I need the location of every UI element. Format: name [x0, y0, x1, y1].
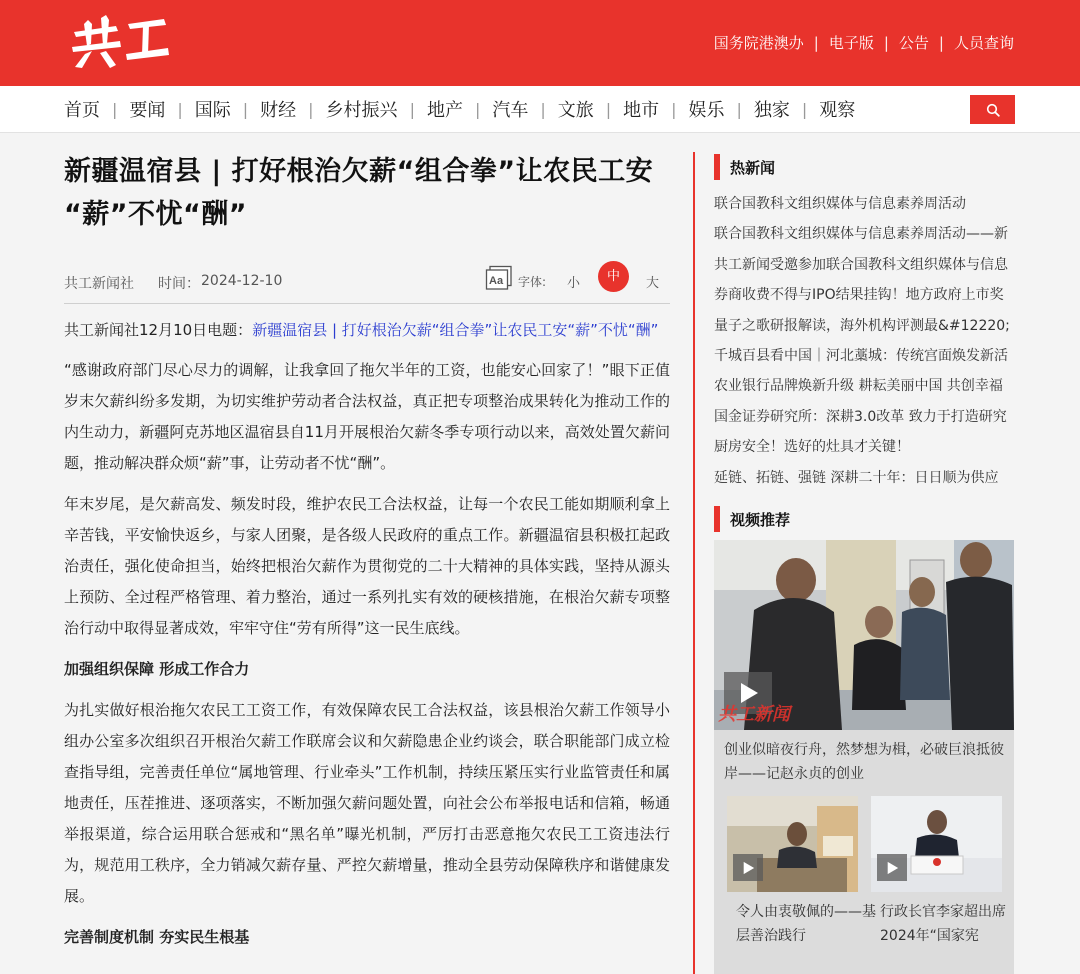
- hot-news-item[interactable]: 联合国教科文组织媒体与信息素养周活动: [714, 196, 966, 212]
- article-meta: [64, 262, 670, 304]
- article-source: 共工新闻社: [64, 276, 134, 292]
- nav-item-auto[interactable]: 汽车: [492, 100, 529, 121]
- nav-separator: |: [242, 99, 249, 119]
- top-link-hkmo[interactable]: 国务院港澳办: [713, 34, 804, 52]
- article-title-line2: “薪”不忧“酬”: [64, 199, 247, 230]
- column-divider: [693, 152, 695, 974]
- top-header: [0, 0, 1080, 86]
- lead-prefix: 共工新闻社12月10日电题：: [64, 321, 253, 339]
- play-triangle-icon: [884, 860, 900, 876]
- nav-item-realestate[interactable]: 地产: [426, 100, 463, 121]
- play-icon[interactable]: [733, 854, 763, 881]
- font-size-icon: [485, 265, 513, 291]
- nav-separator: |: [540, 99, 546, 119]
- main-nav: [64, 96, 855, 122]
- hot-news-item[interactable]: 厨房安全！选好的灶具才关键！: [714, 439, 910, 456]
- featured-video[interactable]: [714, 540, 1014, 730]
- top-link-separator: |: [938, 33, 944, 52]
- nav-item-entertainment[interactable]: 娱乐: [688, 100, 725, 121]
- hot-news-item[interactable]: 共工新闻受邀参加联合国教科文组织媒体与信息: [714, 256, 1008, 273]
- top-link-separator: |: [813, 33, 819, 52]
- nav-item-finance[interactable]: 财经: [260, 100, 297, 121]
- video-title: 视频推荐: [730, 510, 791, 529]
- article-time: 2024-12-10: [201, 273, 283, 289]
- nav-item-headlines[interactable]: 要闻: [129, 100, 166, 121]
- nav-item-cities[interactable]: 地市: [623, 100, 660, 121]
- nav-item-culture-travel[interactable]: 文旅: [557, 100, 594, 121]
- hot-news-item[interactable]: 千城百县看中国｜河北藁城：传统宫面焕发新活: [714, 348, 1008, 365]
- article-paragraph: “感谢政府部门尽心尽力的调解，让我拿回了拖欠半年的工资，也能安心回家了！”眼下正值岁末欠薪纠纷多发期，为切实维护劳动者合法权益，真正把专项整治成果转化为推动工作的内生动力，新疆阿克苏地区温宿县自11月开展根治欠薪冬季专项行动以来，高效处置欠薪问题，推动解决群众烦“薪”事，让劳动者不忧“酬”。: [64, 361, 670, 472]
- hot-news-item[interactable]: 量子之歌研报解读，海外机构评测最&#12220;: [714, 317, 1010, 334]
- search-icon: [986, 103, 1000, 117]
- nav-item-international[interactable]: 国际: [194, 100, 231, 121]
- article-body: [64, 355, 670, 963]
- nav-item-rural[interactable]: 乡村振兴: [325, 100, 398, 121]
- nav-separator: |: [177, 99, 183, 119]
- nav-bar: [0, 86, 1080, 133]
- article: [64, 150, 670, 946]
- video-header: [714, 504, 1014, 534]
- article-subheading: 加强组织保障 形成工作合力: [64, 660, 250, 678]
- top-link-staff-query[interactable]: 人员查询: [953, 34, 1014, 52]
- hot-news-header: [714, 152, 1014, 182]
- lead-link[interactable]: 新疆温宿县 | 打好根治欠薪“组合拳”让农民工安“薪”不忧“酬”: [252, 321, 659, 339]
- nav-separator: |: [736, 99, 742, 119]
- article-paragraph: 为扎实做好根治拖欠农民工工资工作，有效保障农民工合法权益，该县根治欠薪工作领导小组办公室多次组织召开根治欠薪工作联席会议和欠薪隐患企业约谈会，联合职能部门成立检查指导组，完善责任单位“属地管理、行业牵头”工作机制，持续压紧压实行业监管责任和属地责任，压茬推进、逐项落实，不断加强欠薪问题处置，向社会公布举报电话和信箱，畅通举报渠道，综合运用联合惩戒和“黑名单”曝光机制，严厉打击恶意拖欠农民工工资违法行为，规范用工秩序，全力销减欠薪存量、严控欠薪增量，推动全县劳动保障秩序和谐健康发展。: [64, 701, 670, 905]
- hot-news-item[interactable]: 联合国教科文组织媒体与信息素养周活动——新: [714, 226, 1008, 243]
- article-lead: [64, 319, 670, 340]
- nav-separator: |: [605, 99, 612, 119]
- nav-separator: |: [801, 99, 808, 119]
- hot-news-item[interactable]: 农业银行品牌焕新升级 耕耘美丽中国 共创幸福: [714, 378, 1003, 395]
- nav-separator: |: [671, 99, 677, 119]
- play-icon[interactable]: [877, 854, 907, 881]
- hot-news-item[interactable]: 券商收费不得与IPO结果挂钩！地方政府上市奖: [714, 287, 1004, 304]
- svg-text:Aa: Aa: [489, 275, 504, 287]
- site-logo[interactable]: [70, 10, 170, 72]
- hot-news-title: 热新闻: [730, 158, 776, 177]
- font-size-small[interactable]: 小: [567, 276, 581, 291]
- hot-news-item[interactable]: 延链、拓链、强链 深耕二十年：日日顺为供应: [714, 469, 999, 486]
- play-triangle-icon: [740, 860, 756, 876]
- video-thumb-2-caption[interactable]: 行政长官李家超出席2024年“国家宪: [880, 904, 1006, 944]
- article-subheading: 完善制度机制 夯实民生根基: [64, 928, 250, 946]
- section-marker: [714, 154, 720, 180]
- nav-separator: |: [409, 99, 415, 119]
- font-size-label: 字体:: [518, 275, 547, 289]
- top-link-epaper[interactable]: 电子版: [828, 34, 874, 52]
- top-link-separator: |: [883, 33, 889, 52]
- sidebar: [714, 152, 1014, 944]
- nav-separator: |: [474, 99, 481, 119]
- top-link-notice[interactable]: 公告: [898, 34, 929, 52]
- hot-news-item[interactable]: 国金证券研究所：深耕3.0改革 致力于打造研究: [714, 408, 1007, 425]
- top-links: [714, 32, 1014, 53]
- font-size-large[interactable]: 大: [646, 276, 660, 291]
- article-title-line1: 新疆温宿县 | 打好根治欠薪“组合拳”让农民工安: [64, 156, 654, 187]
- video-watermark: 共工新闻: [718, 704, 790, 725]
- video-thumb-1-caption[interactable]: 令人由衷敬佩的——基层善治践行: [736, 904, 876, 944]
- video-thumb-2[interactable]: [871, 796, 1002, 892]
- nav-item-home[interactable]: 首页: [64, 100, 100, 121]
- font-size-medium[interactable]: 中: [598, 261, 629, 292]
- article-paragraph: 年末岁尾，是欠薪高发、频发时段，维护农民工合法权益，让每一个农民工能如期顺利拿上辛苦钱，平安愉快返乡，与家人团聚，是各级人民政府的重点工作。新疆温宿县积极扛起政治责任，强化使命担当，始终把根治欠薪作为贯彻党的二十大精神的具体实践，坚持从源头上预防、全过程严格管理、着力整治，通过一系列扎实有效的硬核措施，在根治欠薪专项整治行动中取得显著成效，牢牢守住“劳有所得”这一民生底线。: [64, 495, 670, 637]
- section-marker: [714, 506, 720, 532]
- featured-video-caption[interactable]: 创业似暗夜行舟，然梦想为楫，必破巨浪抵彼岸——记赵永贞的创业: [724, 742, 1004, 782]
- article-title: [64, 150, 670, 236]
- nav-item-exclusive[interactable]: 独家: [753, 100, 790, 121]
- nav-item-observation[interactable]: 观察: [819, 100, 856, 121]
- video-thumb-1[interactable]: [727, 796, 858, 892]
- video-recommend-box: [714, 540, 1014, 974]
- hot-news-list: [714, 189, 1014, 493]
- article-time-label: 时间：: [158, 276, 200, 292]
- search-button[interactable]: [970, 95, 1015, 124]
- nav-separator: |: [308, 99, 314, 119]
- nav-separator: |: [112, 99, 118, 119]
